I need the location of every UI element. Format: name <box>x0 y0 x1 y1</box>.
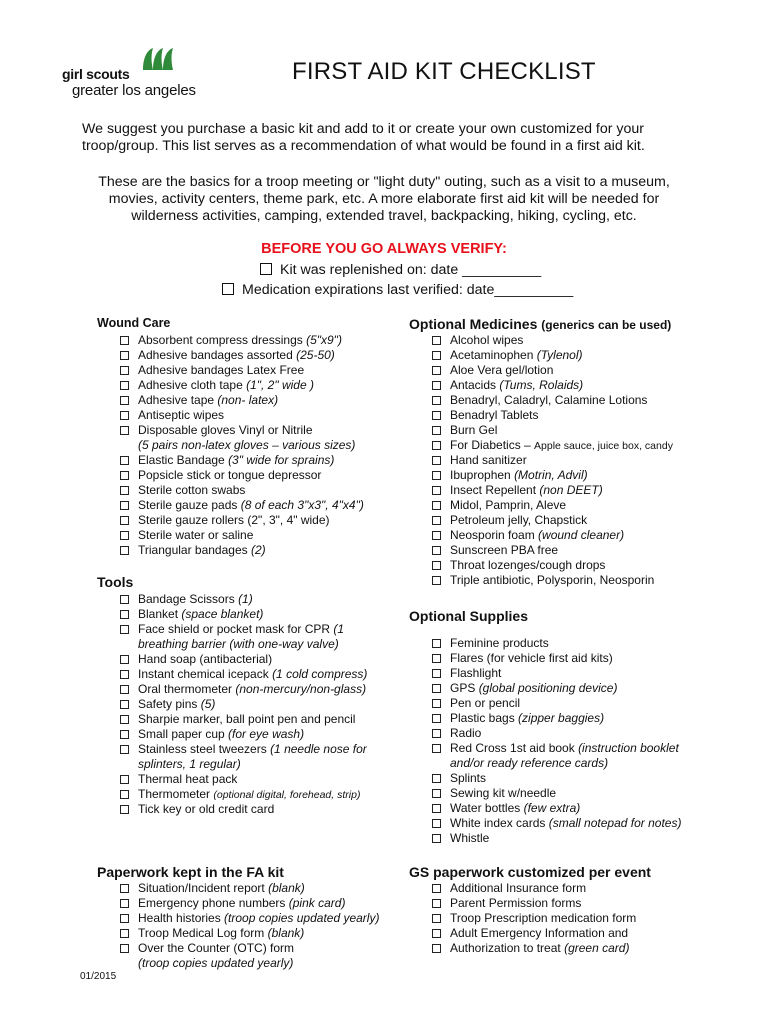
item-text: Neosporin foam <box>450 528 539 542</box>
checklist-item <box>430 711 681 726</box>
optional-supplies-list <box>430 636 681 846</box>
checkbox-icon[interactable] <box>432 819 441 828</box>
checklist-item <box>118 378 364 393</box>
checkbox-icon[interactable] <box>260 263 272 275</box>
item-note: (few extra) <box>523 801 581 815</box>
item-text: GPS <box>450 681 479 695</box>
paperwork-heading: Paperwork kept in the FA kit <box>97 864 284 880</box>
checklist-item <box>118 926 379 941</box>
wound-care-list <box>118 333 364 558</box>
logo-line-1: girl scouts <box>62 66 130 82</box>
checklist-item <box>118 881 379 896</box>
checklist-item <box>118 682 367 697</box>
paperwork-list <box>118 881 379 971</box>
checkbox-icon[interactable] <box>120 805 129 814</box>
checkbox-icon[interactable] <box>432 396 441 405</box>
checklist-item <box>118 757 367 772</box>
checklist-item <box>430 816 681 831</box>
verify-item-replenished <box>260 262 541 278</box>
verify-item-label: Medication expirations last verified: date__________ <box>242 282 574 298</box>
checkbox-icon[interactable] <box>432 426 441 435</box>
checklist-item <box>430 378 673 393</box>
checklist-item <box>430 333 673 348</box>
checkbox-icon[interactable] <box>432 789 441 798</box>
checkbox-icon[interactable] <box>120 501 129 510</box>
item-text: Health histories <box>138 911 225 925</box>
item-note: (blank) <box>267 926 305 940</box>
gs-paperwork-list <box>430 881 636 956</box>
checkbox-icon[interactable] <box>120 610 129 619</box>
checklist-item <box>118 667 367 682</box>
checkbox-icon[interactable] <box>432 899 441 908</box>
checklist-item <box>430 438 673 453</box>
item-text: Petroleum jelly, Chapstick <box>450 513 588 527</box>
checkbox-icon[interactable] <box>120 625 129 634</box>
checkbox-icon[interactable] <box>432 639 441 648</box>
item-note: breathing barrier (with one-way valve) <box>138 637 339 651</box>
item-text: Flashlight <box>450 666 502 680</box>
checkbox-icon[interactable] <box>120 700 129 709</box>
checklist-item <box>430 348 673 363</box>
checklist-item <box>430 696 681 711</box>
checklist-item <box>430 741 681 756</box>
checklist-item <box>118 333 364 348</box>
item-text: Hand sanitizer <box>450 453 527 467</box>
checkbox-icon[interactable] <box>120 914 129 923</box>
checklist-item <box>430 468 673 483</box>
checkbox-icon[interactable] <box>432 336 441 345</box>
checkbox-icon[interactable] <box>432 654 441 663</box>
checklist-item <box>430 393 673 408</box>
item-note: (troop copies updated yearly) <box>224 911 380 925</box>
item-text: Throat lozenges/cough drops <box>450 558 606 572</box>
item-text: Adult Emergency Information and <box>450 926 629 940</box>
item-text: Benadryl, Caladryl, Calamine Lotions <box>450 393 648 407</box>
checkbox-icon[interactable] <box>120 944 129 953</box>
checklist-item <box>118 652 367 667</box>
checkbox-icon[interactable] <box>120 366 129 375</box>
checklist-item <box>118 742 367 757</box>
item-text: Flares (for vehicle first aid kits) <box>450 651 613 665</box>
item-text: Troop Medical Log form <box>138 926 268 940</box>
checkbox-icon[interactable] <box>432 486 441 495</box>
item-note: (zipper baggies) <box>518 711 605 725</box>
item-note: (optional digital, forehead, strip) <box>213 789 361 801</box>
item-text: Sunscreen PBA free <box>450 543 559 557</box>
checklist-item <box>118 423 364 438</box>
item-note: (1 needle nose for <box>270 742 367 756</box>
gs-paperwork-heading: GS paperwork customized per event <box>409 864 651 880</box>
item-note: (3" wide for sprains) <box>228 453 335 467</box>
checkbox-icon[interactable] <box>432 684 441 693</box>
checkbox-icon[interactable] <box>120 655 129 664</box>
checklist-item <box>430 681 681 696</box>
item-text: Parent Permission forms <box>450 896 582 910</box>
checkbox-icon[interactable] <box>432 456 441 465</box>
checkbox-icon[interactable] <box>120 730 129 739</box>
checkbox-icon[interactable] <box>432 501 441 510</box>
item-note: splinters, 1 regular) <box>138 757 241 771</box>
checklist-item <box>118 348 364 363</box>
item-note: (non-mercury/non-glass) <box>235 682 367 696</box>
item-text: Water bottles <box>450 801 524 815</box>
item-text: Pen or pencil <box>450 696 521 710</box>
item-text: Red Cross 1st aid book <box>450 741 579 755</box>
checkbox-icon[interactable] <box>120 486 129 495</box>
checkbox-icon[interactable] <box>432 516 441 525</box>
item-text: Sterile cotton swabs <box>138 483 246 497</box>
checkbox-icon[interactable] <box>432 531 441 540</box>
item-note: (1 <box>333 622 345 636</box>
item-note: (space blanket) <box>181 607 264 621</box>
item-note: (5 pairs non-latex gloves – various sizes) <box>138 438 356 452</box>
checklist-item <box>430 651 681 666</box>
checkbox-icon[interactable] <box>432 884 441 893</box>
item-note: (green card) <box>564 941 630 955</box>
item-text: Sterile gauze pads <box>138 498 241 512</box>
checkbox-icon[interactable] <box>432 804 441 813</box>
checklist-item <box>118 408 364 423</box>
checklist-item <box>430 771 681 786</box>
checklist-item <box>118 393 364 408</box>
item-text: Sharpie marker, ball point pen and pencil <box>138 712 356 726</box>
checkbox-icon[interactable] <box>432 744 441 753</box>
checklist-item <box>430 911 636 926</box>
item-text: Burn Gel <box>450 423 498 437</box>
item-text: Adhesive tape <box>138 393 218 407</box>
checklist-item <box>118 592 367 607</box>
item-text: Triangular bandages <box>138 543 251 557</box>
item-note: (Tums, Rolaids) <box>499 378 584 392</box>
checkbox-icon[interactable] <box>120 899 129 908</box>
item-text: Benadryl Tablets <box>450 408 539 422</box>
checklist-item <box>118 468 364 483</box>
item-text: Sterile water or saline <box>138 528 254 542</box>
item-text: Sewing kit w/needle <box>450 786 557 800</box>
checklist-item <box>118 727 367 742</box>
item-text: Acetaminophen <box>450 348 537 362</box>
checkbox-icon[interactable] <box>120 775 129 784</box>
item-text: Over the Counter (OTC) form <box>138 941 295 955</box>
item-text: Antacids <box>450 378 500 392</box>
checkbox-icon[interactable] <box>222 283 234 295</box>
checklist-item <box>118 772 367 787</box>
optional-medicines-heading <box>409 316 671 332</box>
page-title: FIRST AID KIT CHECKLIST <box>292 58 596 85</box>
item-text: Adhesive cloth tape <box>138 378 247 392</box>
checkbox-icon[interactable] <box>120 929 129 938</box>
item-note: (instruction booklet <box>578 741 679 755</box>
verify-item-label: Kit was replenished on: date __________ <box>280 262 542 278</box>
girl-scouts-logo <box>62 46 202 102</box>
checklist-item <box>430 831 681 846</box>
checkbox-icon[interactable] <box>432 366 441 375</box>
item-note: (1) <box>238 592 253 606</box>
checkbox-icon[interactable] <box>432 411 441 420</box>
item-note: Apple sauce, juice box, candy <box>534 440 673 452</box>
checklist-item <box>430 453 673 468</box>
checklist-item <box>430 528 673 543</box>
item-text: Bandage Scissors <box>138 592 239 606</box>
checkbox-icon[interactable] <box>120 745 129 754</box>
checkbox-icon[interactable] <box>120 670 129 679</box>
item-text: Adhesive bandages Latex Free <box>138 363 305 377</box>
item-note: (pink card) <box>288 896 346 910</box>
item-text: Ibuprophen <box>450 468 515 482</box>
checklist-item <box>430 726 681 741</box>
item-text: Aloe Vera gel/lotion <box>450 363 554 377</box>
checklist-item <box>430 543 673 558</box>
checklist-item <box>118 513 364 528</box>
checkbox-icon[interactable] <box>432 441 441 450</box>
checkbox-icon[interactable] <box>432 729 441 738</box>
tools-list <box>118 592 367 817</box>
intro-paragraph: We suggest you purchase a basic kit and add to it or create your own customized for your troop/group. This list serves as a recommendation of what would be found in a first aid kit. <box>82 121 645 154</box>
item-text: Tick key or old credit card <box>138 802 275 816</box>
item-text: Thermometer <box>138 787 214 801</box>
item-text: Alcohol wipes <box>450 333 524 347</box>
item-note: (1", 2" wide ) <box>246 378 314 392</box>
item-note: (Motrin, Advil) <box>514 468 588 482</box>
item-note: (2) <box>250 543 266 557</box>
checklist-item <box>430 636 681 651</box>
checklist-item <box>430 881 636 896</box>
item-text: Adhesive bandages assorted <box>138 348 297 362</box>
checklist-item <box>118 941 379 956</box>
item-note: (Tylenol) <box>536 348 583 362</box>
medicines-heading-text: Optional Medicines <box>409 316 542 332</box>
item-text: Radio <box>450 726 482 740</box>
item-text: Triple antibiotic, Polysporin, Neosporin <box>450 573 655 587</box>
checkbox-icon[interactable] <box>120 471 129 480</box>
checklist-item <box>430 498 673 513</box>
item-text: Thermal heat pack <box>138 772 238 786</box>
item-note: (non DEET) <box>539 483 603 497</box>
checkbox-icon[interactable] <box>432 351 441 360</box>
checklist-item <box>118 607 367 622</box>
checklist-item <box>430 756 681 771</box>
verify-item-expirations <box>222 282 573 298</box>
checklist-item <box>118 896 379 911</box>
checklist-item <box>430 558 673 573</box>
verify-heading: BEFORE YOU GO ALWAYS VERIFY: <box>261 241 507 257</box>
item-text: Situation/Incident report <box>138 881 269 895</box>
checkbox-icon[interactable] <box>120 426 129 435</box>
checklist-item <box>430 363 673 378</box>
checklist-item <box>118 483 364 498</box>
checklist-item <box>430 786 681 801</box>
item-text: Instant chemical icepack <box>138 667 273 681</box>
item-text: Sterile gauze rollers (2", 3", 4" wide) <box>138 513 330 527</box>
checkbox-icon[interactable] <box>120 381 129 390</box>
checklist-item <box>118 438 364 453</box>
checkbox-icon[interactable] <box>120 595 129 604</box>
checkbox-icon[interactable] <box>120 516 129 525</box>
checklist-item <box>118 528 364 543</box>
checkbox-icon[interactable] <box>432 561 441 570</box>
optional-supplies-heading: Optional Supplies <box>409 608 529 624</box>
item-text: Small paper cup <box>138 727 229 741</box>
item-text: Face shield or pocket mask for CPR <box>138 622 334 636</box>
item-text: Blanket <box>138 607 182 621</box>
checklist-item <box>430 408 673 423</box>
basics-paragraph: These are the basics for a troop meeting or "light duty" outing, such as a visit to a museum, movies, activity centers, theme park, etc. A more elaborate first aid kit will be needed for wilderness activities, camping, extended travel, backpacking, hiking, cycling, etc. <box>98 174 670 224</box>
item-text: Splints <box>450 771 487 785</box>
item-text: Additional Insurance form <box>450 881 587 895</box>
item-text: White index cards <box>450 816 549 830</box>
item-note: (1 cold compress) <box>272 667 368 681</box>
item-text: Absorbent compress dressings <box>138 333 307 347</box>
item-text: Antiseptic wipes <box>138 408 225 422</box>
checkbox-icon[interactable] <box>432 699 441 708</box>
item-text: Popsicle stick or tongue depressor <box>138 468 322 482</box>
item-note: (5"x9") <box>306 333 342 347</box>
checkbox-icon[interactable] <box>120 336 129 345</box>
checkbox-icon[interactable] <box>120 531 129 540</box>
checklist-item <box>118 697 367 712</box>
item-note: (non- latex) <box>217 393 279 407</box>
item-text: Oral thermometer <box>138 682 236 696</box>
checkbox-icon[interactable] <box>432 714 441 723</box>
checkbox-icon[interactable] <box>432 774 441 783</box>
checklist-item <box>118 543 364 558</box>
item-note: (troop copies updated yearly) <box>138 956 294 970</box>
checklist-item <box>430 513 673 528</box>
medicines-heading-sub: (generics can be used) <box>541 318 672 332</box>
item-note: (small notepad for notes) <box>548 816 682 830</box>
checkbox-icon[interactable] <box>432 381 441 390</box>
checkbox-icon[interactable] <box>120 685 129 694</box>
checklist-item <box>118 453 364 468</box>
item-text: Feminine products <box>450 636 549 650</box>
checkbox-icon[interactable] <box>120 715 129 724</box>
item-note: (25-50) <box>296 348 335 362</box>
checkbox-icon[interactable] <box>432 471 441 480</box>
logo-line-2: greater los angeles <box>72 82 196 99</box>
item-note: (8 of each 3"x3", 4"x4") <box>240 498 364 512</box>
item-text: Safety pins <box>138 697 201 711</box>
checkbox-icon[interactable] <box>432 929 441 938</box>
item-text: Insect Repellent <box>450 483 540 497</box>
item-note: (for eye wash) <box>228 727 305 741</box>
item-text: Elastic Bandage <box>138 453 229 467</box>
item-text: Whistle <box>450 831 490 845</box>
checkbox-icon[interactable] <box>120 884 129 893</box>
checklist-item <box>430 896 636 911</box>
item-text: Authorization to treat <box>450 941 565 955</box>
optional-medicines-list <box>430 333 673 588</box>
checklist-item <box>430 483 673 498</box>
item-text: Stainless steel tweezers <box>138 742 271 756</box>
checkbox-icon[interactable] <box>432 546 441 555</box>
checklist-item <box>430 801 681 816</box>
checkbox-icon[interactable] <box>432 944 441 953</box>
checklist-item <box>118 787 367 802</box>
checklist-item <box>430 666 681 681</box>
item-text: Plastic bags <box>450 711 519 725</box>
checklist-item <box>430 423 673 438</box>
item-note: (wound cleaner) <box>538 528 625 542</box>
checklist-item <box>118 911 379 926</box>
wound-care-heading: Wound Care <box>97 316 171 330</box>
checkbox-icon[interactable] <box>432 576 441 585</box>
checkbox-icon[interactable] <box>432 669 441 678</box>
checklist-item <box>118 956 379 971</box>
item-note: and/or ready reference cards) <box>450 756 609 770</box>
checkbox-icon[interactable] <box>120 411 129 420</box>
checklist-item <box>118 802 367 817</box>
item-text: Troop Prescription medication form <box>450 911 637 925</box>
checklist-item <box>118 637 367 652</box>
checklist-item <box>118 712 367 727</box>
checkbox-icon[interactable] <box>120 351 129 360</box>
checklist-item <box>430 941 636 956</box>
checkbox-icon[interactable] <box>432 914 441 923</box>
item-note: (5) <box>200 697 216 711</box>
item-note: (blank) <box>268 881 305 895</box>
checklist-item <box>118 363 364 378</box>
trefoil-logo-icon <box>137 46 177 72</box>
tools-heading: Tools <box>97 574 134 590</box>
checkbox-icon[interactable] <box>120 396 129 405</box>
footer-date: 01/2015 <box>80 971 117 982</box>
checkbox-icon[interactable] <box>120 546 129 555</box>
checklist-item <box>118 622 367 637</box>
item-text: Hand soap (antibacterial) <box>138 652 273 666</box>
item-text: For Diabetics – <box>450 438 535 452</box>
item-note: (global positioning device) <box>478 681 618 695</box>
checklist-item <box>430 926 636 941</box>
checkbox-icon[interactable] <box>120 790 129 799</box>
checkbox-icon[interactable] <box>432 834 441 843</box>
item-text: Emergency phone numbers <box>138 896 289 910</box>
item-text: Disposable gloves Vinyl or Nitrile <box>138 423 313 437</box>
checklist-item <box>430 573 673 588</box>
checklist-item <box>118 498 364 513</box>
item-text: Midol, Pamprin, Aleve <box>450 498 567 512</box>
checkbox-icon[interactable] <box>120 456 129 465</box>
